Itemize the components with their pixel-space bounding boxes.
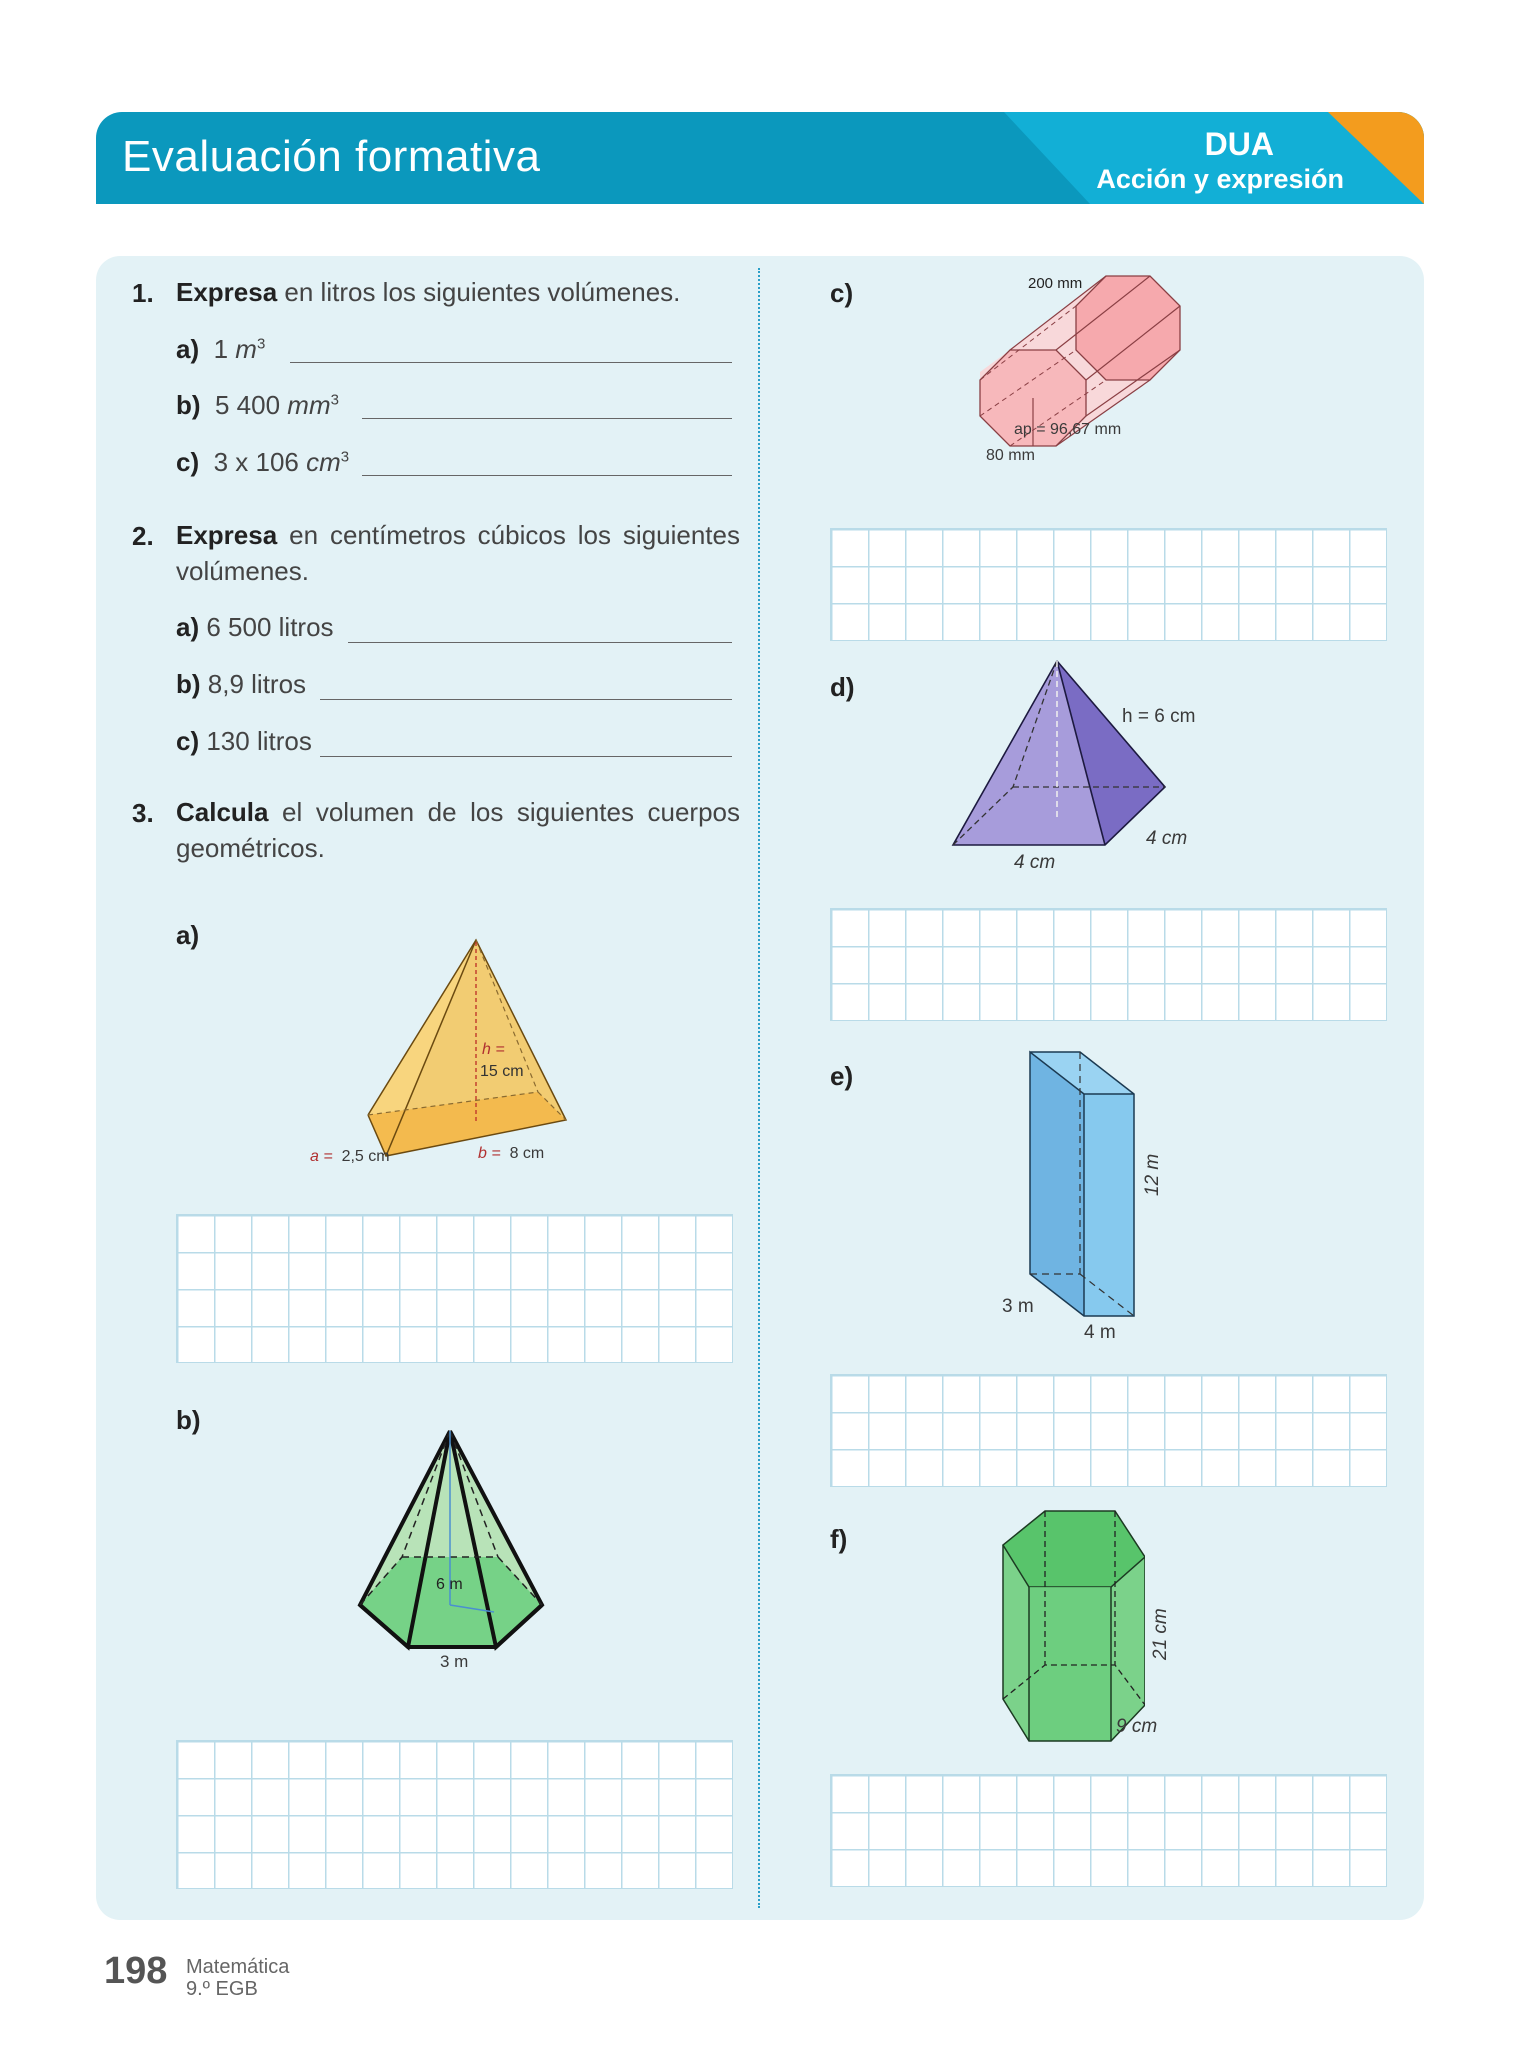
q2b: b) 8,9 litros [176, 669, 307, 699]
dua-label: DUA [1204, 126, 1274, 162]
q3e-answer-grid[interactable] [830, 1374, 1387, 1487]
q3f-label: f) [830, 1524, 848, 1554]
q1c-answer-line[interactable] [362, 475, 732, 476]
q3e-depth-label: 4 m [1084, 1322, 1116, 1343]
q3a-h-value: 15 cm [480, 1063, 524, 1080]
q3d-side2-label: 4 cm [1146, 828, 1188, 849]
q3a-pyramid-figure [300, 930, 600, 1170]
footer-subject: Matemática 9.º EGB [186, 1956, 290, 2000]
q1a-answer-line[interactable] [290, 362, 732, 363]
q3e-width-label: 3 m [1002, 1296, 1034, 1317]
q3b-height-label: 6 m [436, 1576, 463, 1593]
column-divider [758, 268, 760, 1908]
q1-number: 1. [132, 278, 154, 308]
q3c-apothem-label: ap = 96,67 mm [1014, 421, 1122, 438]
q3c-label: c) [830, 278, 854, 308]
q3d-height-label: h = 6 cm [1122, 706, 1196, 727]
page-header [96, 112, 1424, 204]
q2-statement: Expresa en centímetros cúbicos los siguientes [176, 520, 740, 550]
q1c: c) 3 x 106 $cm^3$ [176, 447, 350, 477]
q3a-h-label: h = [482, 1041, 505, 1058]
q3d-answer-grid[interactable] [830, 908, 1387, 1021]
q2c: c) 130 litros [176, 726, 312, 756]
q1b: b) 5 400 $mm^3$ [176, 390, 339, 420]
q3f-height-label: 21 cm [1150, 1608, 1171, 1660]
q3b-answer-grid[interactable] [176, 1740, 733, 1889]
q3d-pyramid-figure [945, 655, 1175, 855]
exercise-panel [96, 256, 1424, 1920]
q3b-label: b) [176, 1405, 201, 1435]
q2b-answer-line[interactable] [320, 699, 732, 700]
q3c-length-label: 200 mm [1028, 275, 1083, 292]
q3e-label: e) [830, 1061, 854, 1091]
q3a-b-measure: b = 8 cm [478, 1145, 545, 1162]
q3-statement-cont: geométricos. [176, 833, 325, 863]
q3d-side1-label: 4 cm [1014, 852, 1056, 873]
q1a: a) 1 $m^3$ [176, 334, 266, 364]
q2-statement-cont: volúmenes. [176, 556, 309, 586]
q3f-answer-grid[interactable] [830, 1774, 1387, 1887]
q3c-side-label: 80 mm [986, 447, 1035, 464]
q2c-answer-line[interactable] [320, 756, 732, 757]
q2-number: 2. [132, 521, 154, 551]
q3f-side-label: 9 cm [1116, 1716, 1158, 1737]
q3e-prism-figure [1020, 1048, 1140, 1318]
q1-statement: Expresa en litros los siguientes volúmenes. [176, 277, 681, 307]
q3a-answer-grid[interactable] [176, 1214, 733, 1363]
q2a-answer-line[interactable] [348, 642, 732, 643]
q3b-side-label: 3 m [440, 1652, 469, 1671]
dua-subtitle: Acción y expresión [1096, 164, 1344, 194]
q3f-hexprism-figure [995, 1505, 1145, 1745]
q3-number: 3. [132, 798, 154, 828]
q3-statement: Calcula el volumen de los siguientes cuerpos [176, 797, 740, 827]
q1b-answer-line[interactable] [362, 418, 732, 419]
page-number: 198 [104, 1950, 168, 1992]
q3a-label: a) [176, 920, 200, 950]
q3b-pyramid-figure [350, 1425, 550, 1655]
page-title: Evaluación formativa [122, 132, 541, 181]
q3c-answer-grid[interactable] [830, 528, 1387, 641]
q2a: a) 6 500 litros [176, 612, 334, 642]
q3a-a-measure: a = 2,5 cm [310, 1148, 390, 1165]
q3e-height-label: 12 m [1142, 1153, 1163, 1196]
q3d-label: d) [830, 672, 855, 702]
